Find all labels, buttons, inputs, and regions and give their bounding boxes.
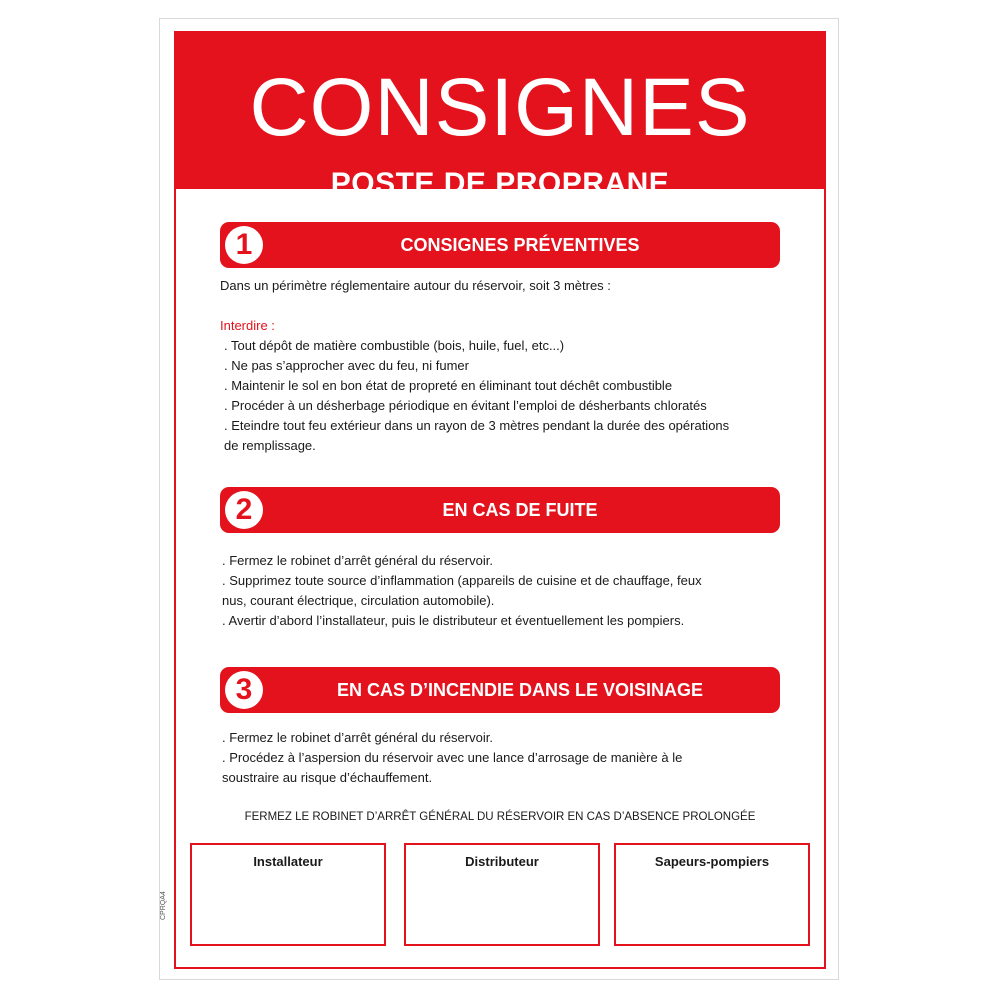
section-number-2: 2 — [225, 491, 263, 529]
section1-line: . Maintenir le sol en bon état de propreté en éliminant tout déchêt combustible — [224, 378, 673, 393]
section2-line: nus, courant électrique, circulation automobile). — [222, 593, 495, 608]
section-header-3 — [220, 667, 780, 713]
contact-box-distributeur — [404, 843, 600, 946]
section-header-2 — [220, 487, 780, 533]
section2-line: . Supprimez toute source d’inflammation (appareils de cuisine et de chauffage, feux — [222, 573, 702, 588]
section-title-3: EN CAS D’INCENDIE DANS LE VOISINAGE — [336, 680, 704, 700]
sign-subtitle: POSTE DE PROPRANE — [330, 167, 670, 200]
reference-code: CPRQA4 — [160, 891, 167, 920]
sign-title: CONSIGNES — [249, 62, 751, 153]
contact-box-sapeurs-pompiers — [614, 843, 810, 946]
interdire-label: Interdire : — [220, 318, 275, 333]
section1-line: . Tout dépôt de matière combustible (bois, huile, fuel, etc...) — [224, 338, 565, 353]
section2-line: . Avertir d’abord l’installateur, puis le distributeur et éventuellement les pompiers. — [222, 613, 685, 628]
section-number-1: 1 — [225, 226, 263, 264]
contact-box-label: Installateur — [253, 854, 323, 869]
section-title-1: CONSIGNES PRÉVENTIVES — [400, 235, 640, 255]
footer-notice: FERMEZ LE ROBINET D’ARRÊT GÉNÉRAL DU RÉSERVOIR EN CAS D’ABSENCE PROLONGÉE — [244, 811, 756, 823]
section3-line: . Procédez à l’aspersion du réservoir avec une lance d’arrosage de manière à le — [222, 750, 683, 765]
section3-line: . Fermez le robinet d’arrêt général du réservoir. — [222, 730, 493, 745]
section1-line: . Procéder à un désherbage périodique en évitant l’emploi de désherbants chloratés — [224, 398, 707, 413]
section-header-1 — [220, 222, 780, 268]
section1-line: . Ne pas s’approcher avec du feu, ni fumer — [224, 358, 469, 373]
section1-intro: Dans un périmètre réglementaire autour du réservoir, soit 3 mètres : — [220, 278, 611, 293]
contact-box-label: Distributeur — [465, 854, 539, 869]
sign-header — [174, 31, 826, 200]
section2-line: . Fermez le robinet d’arrêt général du réservoir. — [222, 553, 493, 568]
contact-box-label: Sapeurs-pompiers — [654, 854, 770, 869]
section-title-2: EN CAS DE FUITE — [442, 500, 598, 520]
contact-box-installateur — [190, 843, 386, 946]
section1-line: . Eteindre tout feu extérieur dans un rayon de 3 mètres pendant la durée des opérations — [224, 418, 730, 433]
section-number-3: 3 — [225, 671, 263, 709]
section3-line: soustraire au risque d’échauffement. — [222, 770, 433, 785]
section1-line: de remplissage. — [224, 438, 316, 453]
